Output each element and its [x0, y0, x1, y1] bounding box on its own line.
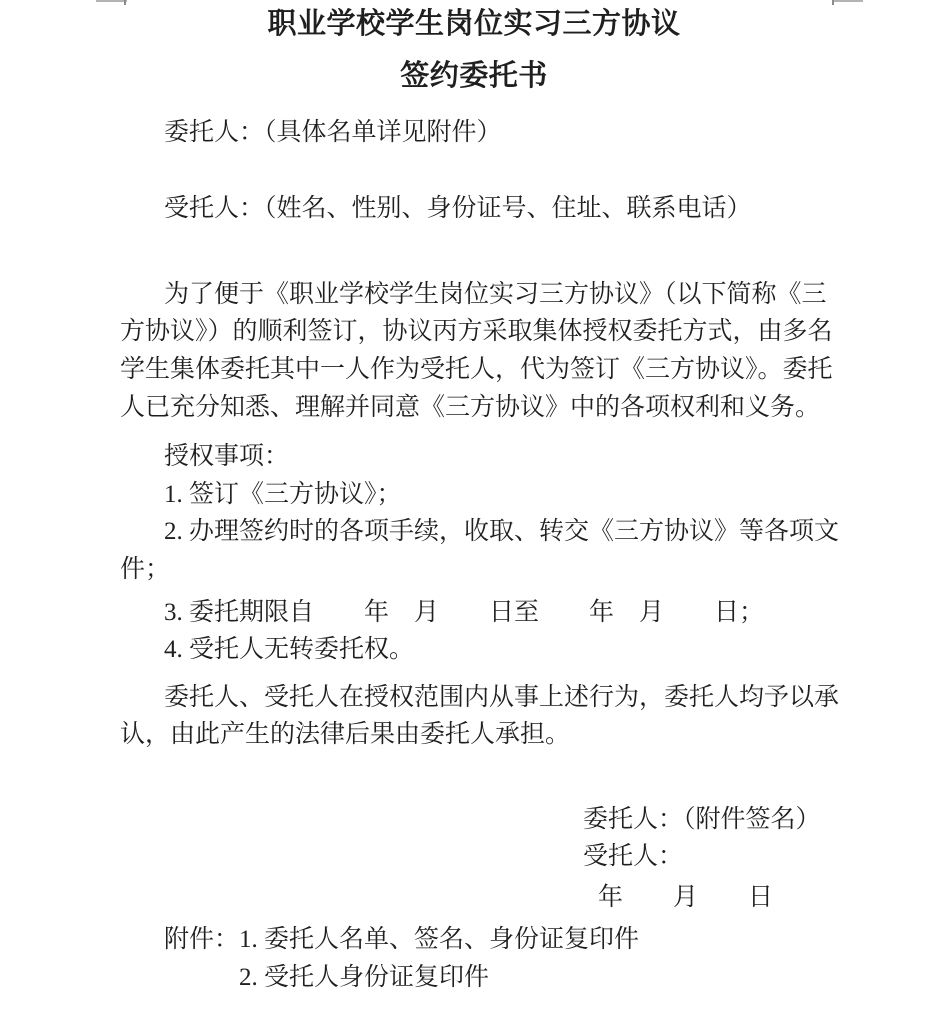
- consignee-line: 受托人：（姓名、性别、身份证号、住址、联系电话）: [164, 195, 752, 222]
- page-boundary-mark-top-left: [96, 0, 127, 2]
- authorization-item-3: 3. 委托期限自 年 月 日至 年 月 日；: [164, 599, 765, 626]
- page-boundary-mark-top-right: [832, 0, 863, 2]
- document-title-line1: 职业学校学生岗位实习三方协议: [267, 8, 681, 40]
- document-title-line2: 签约委托书: [400, 60, 548, 92]
- closing-paragraph-line: 委托人、受托人在授权范围内从事上述行为，委托人均予以承: [164, 684, 840, 711]
- intro-paragraph-line: 为了便于《职业学校学生岗位实习三方协议》（以下简称《三: [164, 281, 827, 308]
- page-boundary-tick-top-right: [832, 0, 834, 5]
- consignor-line: 委托人：（具体名单详见附件）: [164, 119, 502, 146]
- signature-consignee-line: 受托人：: [583, 843, 684, 870]
- authorization-item-2-wrap: 件；: [120, 556, 171, 583]
- intro-paragraph-line: 方协议》）的顺利签订，协议丙方采取集体授权委托方式，由多名: [120, 318, 833, 345]
- page-boundary-tick-top-left: [124, 0, 126, 5]
- authorization-item-2: 2. 办理签约时的各项手续，收取、转交《三方协议》等各项文: [164, 518, 840, 545]
- intro-paragraph-line: 学生集体委托其中一人作为受托人，代为签订《三方协议》。委托: [120, 356, 833, 383]
- attachment-line-1: 附件：1. 委托人名单、签名、身份证复印件: [164, 926, 640, 953]
- authorization-item-4: 4. 受托人无转委托权。: [164, 636, 415, 663]
- closing-paragraph-line: 认，由此产生的法律后果由委托人承担。: [120, 721, 571, 748]
- signature-date-line: 年 月 日: [598, 884, 774, 911]
- authorization-heading: 授权事项：: [164, 443, 290, 470]
- signature-consignor-line: 委托人：（附件签名）: [583, 806, 821, 833]
- intro-paragraph-line: 人已充分知悉、理解并同意《三方协议》中的各项权利和义务。: [120, 394, 821, 421]
- attachment-line-2: 2. 受托人身份证复印件: [239, 964, 490, 991]
- authorization-item-1: 1. 签订《三方协议》；: [164, 481, 402, 508]
